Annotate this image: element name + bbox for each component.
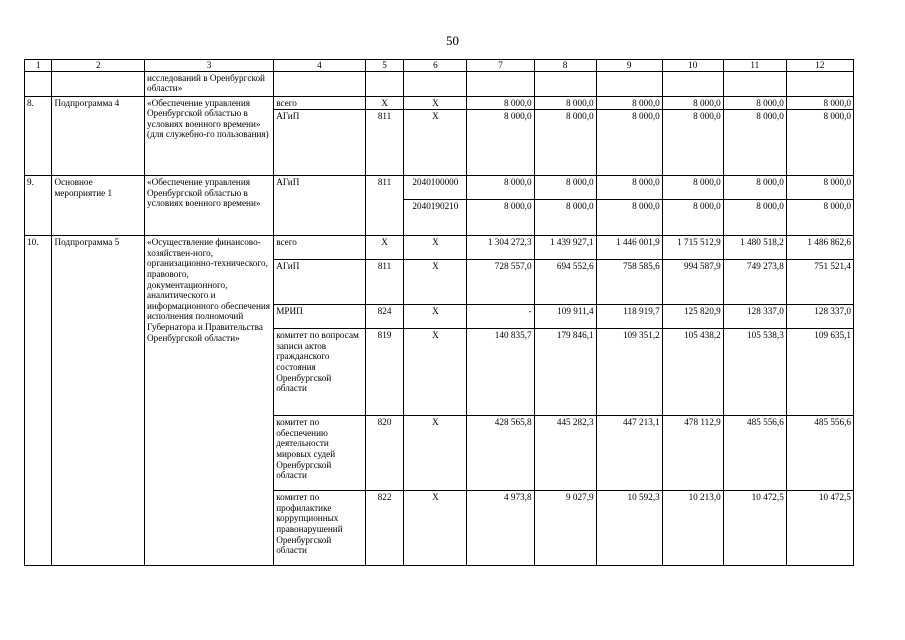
- executor-cell: АГиП: [274, 260, 366, 305]
- value-cell: 478 112,9: [662, 416, 723, 491]
- grbs-cell: 820: [365, 416, 404, 491]
- value-cell: 10 592,3: [596, 491, 662, 566]
- value-cell: 485 556,6: [786, 416, 853, 491]
- value-cell: 8 000,0: [534, 176, 596, 200]
- executor-cell: комитет по обеспечению деятельности мировых судей Оренбургской области: [274, 416, 366, 491]
- value-cell: 1 715 512,9: [662, 236, 723, 260]
- value-cell: 1 446 001,9: [596, 236, 662, 260]
- header-cell: 6: [404, 60, 467, 72]
- header-cell: 2: [52, 60, 145, 72]
- value-cell: 8 000,0: [723, 110, 786, 176]
- value-cell: 8 000,0: [723, 96, 786, 110]
- value-cell: 105 538,3: [723, 329, 786, 416]
- value-cell: 751 521,4: [786, 260, 853, 305]
- header-cell: 3: [145, 60, 274, 72]
- program-type: Подпрограмма 4: [52, 96, 145, 176]
- table-row: [25, 176, 854, 200]
- header-row: [25, 60, 854, 72]
- header-cell: 5: [365, 60, 404, 72]
- value-cell: 428 565,8: [467, 416, 534, 491]
- value-cell: 8 000,0: [596, 176, 662, 200]
- value-cell: 728 557,0: [467, 260, 534, 305]
- value-cell: 10 472,5: [723, 491, 786, 566]
- value-cell: 9 027,9: [534, 491, 596, 566]
- table-row: [25, 96, 854, 110]
- grbs-cell: 824: [365, 305, 404, 329]
- value-cell: 8 000,0: [534, 96, 596, 110]
- code-cell: X: [404, 305, 467, 329]
- value-cell: 4 973,8: [467, 491, 534, 566]
- value-cell: 8 000,0: [723, 176, 786, 200]
- value-cell: 8 000,0: [662, 110, 723, 176]
- value-cell: 109 351,2: [596, 329, 662, 416]
- value-cell: 8 000,0: [723, 200, 786, 236]
- value-cell: 8 000,0: [662, 200, 723, 236]
- value-cell: 179 846,1: [534, 329, 596, 416]
- table-row: [25, 71, 854, 96]
- value-cell: 105 438,2: [662, 329, 723, 416]
- row-number: 9.: [25, 176, 52, 236]
- value-cell: 8 000,0: [662, 96, 723, 110]
- code-cell: X: [404, 416, 467, 491]
- program-name-cell: «Обеспечение управления Оренбургской областью в условиях военного времени» (для служебно-го пользования): [145, 96, 274, 176]
- header-cell: 4: [274, 60, 366, 72]
- grbs-cell: 819: [365, 329, 404, 416]
- value-cell: 8 000,0: [534, 110, 596, 176]
- row-number: 8.: [25, 96, 52, 176]
- value-cell: 10 213,0: [662, 491, 723, 566]
- value-cell: 8 000,0: [534, 200, 596, 236]
- header-cell: 1: [25, 60, 52, 72]
- value-cell: 8 000,0: [467, 200, 534, 236]
- value-cell: 128 337,0: [723, 305, 786, 329]
- program-name-cell: «Обеспечение управления Оренбургской областью в условиях военного времени»: [145, 176, 274, 236]
- executor-cell: АГиП: [274, 110, 366, 176]
- value-cell: 8 000,0: [467, 110, 534, 176]
- header-cell: 8: [534, 60, 596, 72]
- executor-cell: комитет по профилактике коррупционных правонарушений Оренбургской области: [274, 491, 366, 566]
- value-cell: 1 480 518,2: [723, 236, 786, 260]
- value-cell: 694 552,6: [534, 260, 596, 305]
- grbs-cell: 822: [365, 491, 404, 566]
- value-cell: 8 000,0: [467, 176, 534, 200]
- code-cell: X: [404, 329, 467, 416]
- value-cell: 8 000,0: [786, 176, 853, 200]
- value-cell: 8 000,0: [596, 200, 662, 236]
- header-cell: 10: [662, 60, 723, 72]
- grbs-cell: 811: [365, 260, 404, 305]
- value-cell: 125 820,9: [662, 305, 723, 329]
- code-cell: X: [404, 236, 467, 260]
- value-cell: 8 000,0: [786, 96, 853, 110]
- grbs-cell: X: [365, 236, 404, 260]
- value-cell: 128 337,0: [786, 305, 853, 329]
- header-cell: 9: [596, 60, 662, 72]
- grbs-cell: 811: [365, 176, 404, 236]
- header-cell: 7: [467, 60, 534, 72]
- value-cell: 485 556,6: [723, 416, 786, 491]
- executor-cell: АГиП: [274, 176, 366, 236]
- program-name-cell: исследований в Оренбургской области»: [145, 71, 274, 96]
- value-cell: 1 304 272,3: [467, 236, 534, 260]
- value-cell: 8 000,0: [662, 176, 723, 200]
- code-cell: X: [404, 260, 467, 305]
- value-cell: 8 000,0: [786, 200, 853, 236]
- code-cell: X: [404, 96, 467, 110]
- value-cell: 447 213,1: [596, 416, 662, 491]
- row-number: 10.: [25, 236, 52, 566]
- value-cell: 10 472,5: [786, 491, 853, 566]
- value-cell: 758 585,6: [596, 260, 662, 305]
- value-cell: 994 587,9: [662, 260, 723, 305]
- value-cell: 109 911,4: [534, 305, 596, 329]
- header-cell: 11: [723, 60, 786, 72]
- value-cell: 140 835,7: [467, 329, 534, 416]
- executor-cell: всего: [274, 236, 366, 260]
- code-cell: X: [404, 110, 467, 176]
- grbs-cell: 811: [365, 110, 404, 176]
- executor-cell: МРИП: [274, 305, 366, 329]
- table-row: [25, 236, 854, 260]
- program-type: Подпрограмма 5: [52, 236, 145, 566]
- value-cell: 1 486 862,6: [786, 236, 853, 260]
- budget-table: [24, 59, 854, 566]
- code-cell: 2040100000: [404, 176, 467, 200]
- value-cell: 749 273,8: [723, 260, 786, 305]
- value-cell: 1 439 927,1: [534, 236, 596, 260]
- value-cell: 8 000,0: [596, 110, 662, 176]
- program-type: Основное мероприятие 1: [52, 176, 145, 236]
- code-cell: 2040190210: [404, 200, 467, 236]
- program-name-cell: «Осуществление финансово-хозяйствен-ного, организационно-технического, правового, документационного, аналитического и информационного обеспечения исполнения полномочий Губернатора и Правительства Оренбургской области»: [145, 236, 274, 566]
- value-cell: 8 000,0: [786, 110, 853, 176]
- value-cell: 118 919,7: [596, 305, 662, 329]
- value-cell: 445 282,3: [534, 416, 596, 491]
- header-cell: 12: [786, 60, 853, 72]
- value-cell: -: [467, 305, 534, 329]
- page-number: 50: [446, 33, 459, 48]
- value-cell: 109 635,1: [786, 329, 853, 416]
- value-cell: 8 000,0: [467, 96, 534, 110]
- executor-cell: всего: [274, 96, 366, 110]
- executor-cell: комитет по вопросам записи актов гражданского состояния Оренбургской области: [274, 329, 366, 416]
- code-cell: X: [404, 491, 467, 566]
- value-cell: 8 000,0: [596, 96, 662, 110]
- grbs-cell: X: [365, 96, 404, 110]
